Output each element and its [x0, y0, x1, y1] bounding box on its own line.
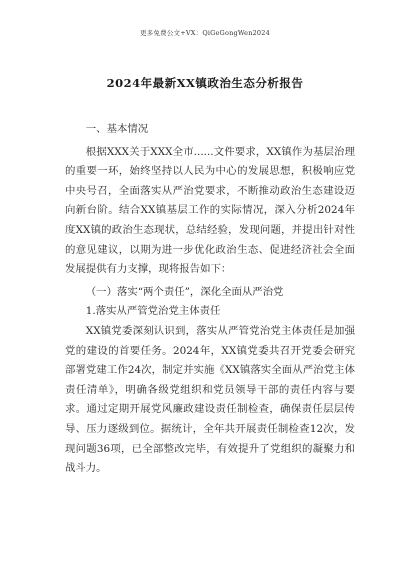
document-body	[65, 120, 355, 479]
header-note: 更多免费公文+VX：QiGeGongWen2024	[140, 29, 270, 37]
subheading-main-responsibility: 1.落实从严管党治党主体责任	[85, 305, 221, 318]
section-heading-basic: 一、基本情况	[85, 123, 149, 135]
subheading-two-responsibilities: （一）落实“两个责任”，深化全面从严治党	[85, 285, 284, 298]
paragraph-responsibility: XX镇党委深刻认识到，落实从严管党治党主体责任是加强党的建设的首要任务。2024年，XX镇党委共召开党委会研究部署党建工作24次，制定并实施《XX镇落实全面从严治党主体责任清单》，明确各级党组织和党员领导干部的责任内容与要求。通过定期开展党风廉政建设责任制检查，确保责任层层传导、压力逐级到位。据统计，全年共开展责任制检查12次，发现问题36项，已全部整改完毕，有效提升了党组织的凝聚力和战斗力。	[65, 324, 355, 475]
paragraph-intro: 根据XXX关于XXX全市......文件要求，XX镇作为基层治理的重要一环，始终坚持以人民为中心的发展思想，积极响应党中央号召，全面落实从严治党要求，不断推动政治生态建设迈向新台阶。结合XX镇基层工作的实际情况，深入分析2024年度XX镇的政治生态现状，总结经验，发现问题，并提出针对性的意见建议，以期为进一步优化政治生态、促进经济社会全面发展提供有力支撑，现将报告如下：	[65, 145, 355, 276]
document-title: 2024年最新XX镇政治生态分析报告	[106, 76, 304, 90]
